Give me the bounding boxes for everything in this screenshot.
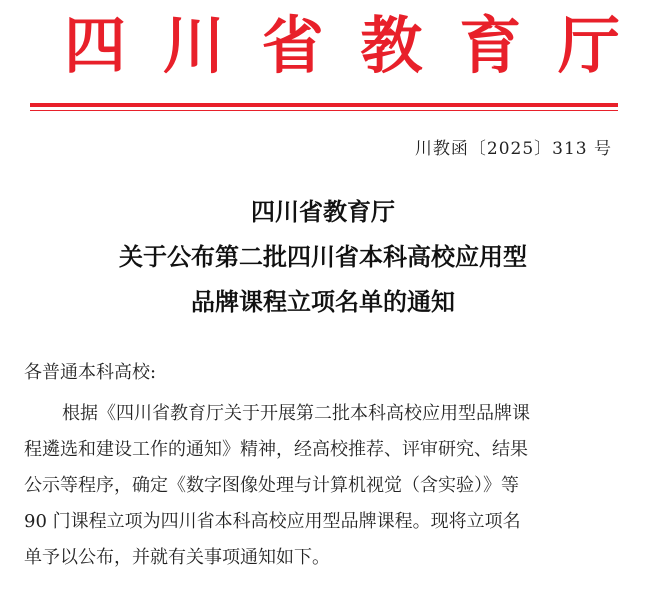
body-paragraph — [24, 396, 624, 576]
document-number: 川教函〔2025〕313 号 — [414, 139, 612, 159]
title-line: 四川省教育厅 — [251, 198, 395, 226]
letterhead-char: 川 — [162, 9, 225, 82]
salutation: 各普通本科高校: — [24, 362, 157, 383]
body-line: 程遴选和建设工作的通知》精神，经高校推荐、评审研究、结果 — [24, 439, 528, 460]
letterhead-char: 四 — [64, 9, 127, 82]
title-line: 品牌课程立项名单的通知 — [191, 288, 455, 316]
letterhead-char: 教 — [360, 9, 423, 82]
letterhead-char: 省 — [261, 9, 324, 82]
body-line: 单予以公布，并就有关事项通知如下。 — [24, 547, 330, 568]
letterhead-divider-thin — [30, 110, 618, 111]
notice-title — [0, 190, 646, 325]
letterhead-divider-thick — [30, 103, 618, 107]
letterhead-char: 厅 — [557, 9, 620, 82]
body-line: 90 门课程立项为四川省本科高校应用型品牌课程。现将立项名 — [24, 511, 521, 532]
letterhead-char: 育 — [459, 9, 522, 82]
body-line: 根据《四川省教育厅关于开展第二批本科高校应用型品牌课 — [62, 403, 530, 424]
letterhead-title — [64, 6, 620, 86]
title-line: 关于公布第二批四川省本科高校应用型 — [119, 243, 527, 271]
body-line: 公示等程序，确定《数字图像处理与计算机视觉（含实验）》等 — [24, 475, 519, 496]
